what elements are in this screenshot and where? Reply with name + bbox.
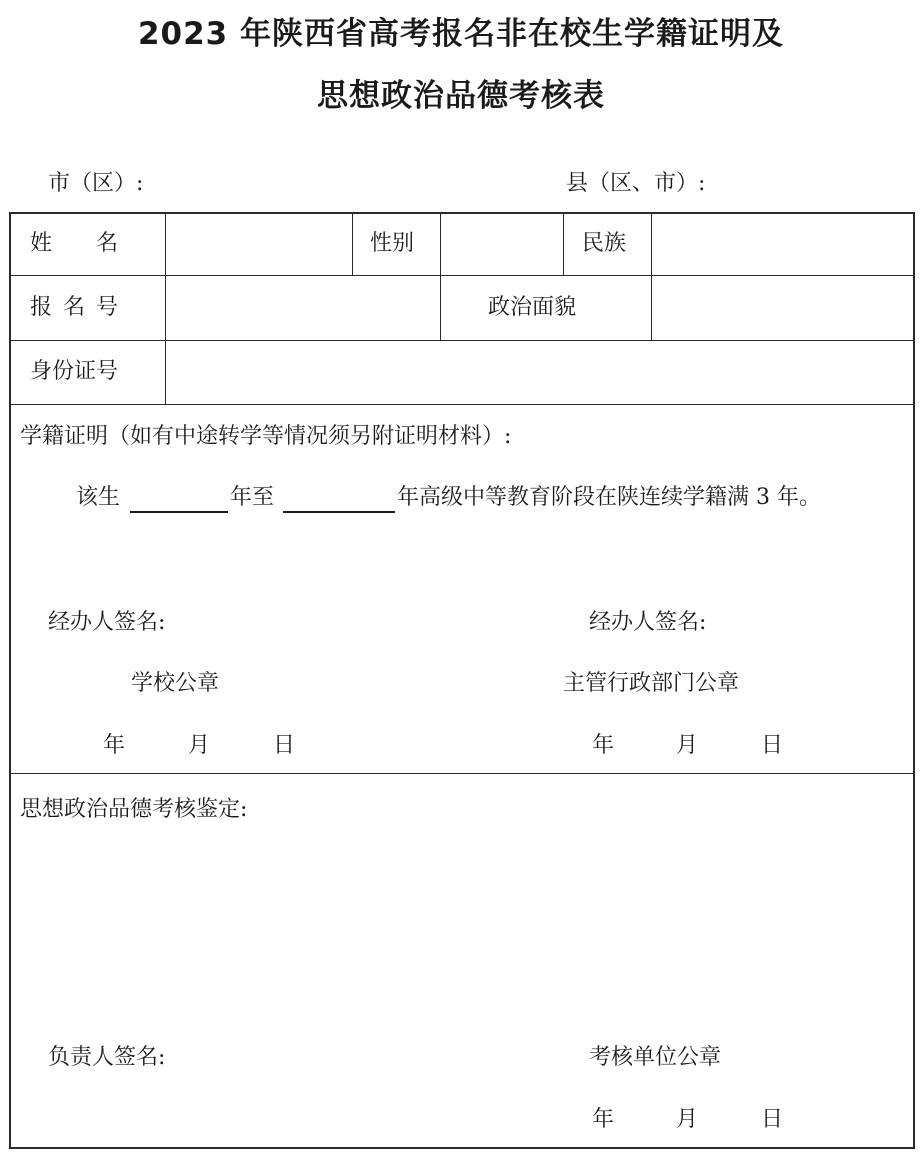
ethnicity-field[interactable]: [652, 214, 912, 274]
responsible-signature-label: 负责人签名:: [48, 1045, 166, 1070]
ethnicity-label: 民族: [582, 231, 627, 256]
evaluation-date-month: 月: [676, 1107, 699, 1132]
title-line-2: 思想政治品德考核表: [317, 78, 605, 114]
dept-handler-signature-label: 经办人签名:: [589, 610, 707, 635]
evaluation-date-year: 年: [592, 1107, 615, 1132]
city-label: 市（区）:: [48, 171, 144, 196]
enrollment-text-prefix: 该生: [76, 485, 121, 510]
school-seal-label: 学校公章: [131, 671, 220, 696]
political-status-field[interactable]: [652, 276, 912, 339]
school-handler-signature-label: 经办人签名:: [48, 610, 166, 635]
evaluation-seal-label: 考核单位公章: [589, 1045, 722, 1070]
dept-date-year: 年: [592, 733, 615, 758]
enrollment-text-mid: 年至: [230, 485, 275, 510]
dept-date-day: 日: [761, 733, 784, 758]
evaluation-content-area[interactable]: [20, 830, 900, 1030]
gender-label: 性别: [370, 231, 415, 256]
gender-field[interactable]: [441, 214, 562, 274]
school-date-year: 年: [103, 733, 126, 758]
evaluation-date-day: 日: [761, 1107, 784, 1132]
school-date-day: 日: [273, 733, 296, 758]
political-status-label: 政治面貌: [488, 295, 577, 320]
title-line-1: 2023 年陕西省高考报名非在校生学籍证明及: [137, 16, 785, 52]
county-label: 县（区、市）:: [566, 171, 706, 196]
name-field[interactable]: [166, 214, 351, 274]
start-year-blank[interactable]: [130, 511, 228, 513]
registration-no-field[interactable]: [166, 276, 439, 339]
registration-no-label: 报 名 号: [30, 295, 120, 320]
enrollment-heading: 学籍证明（如有中途转学等情况须另附证明材料）:: [20, 424, 512, 449]
enrollment-text-suffix: 年高级中等教育阶段在陕连续学籍满 3 年。: [397, 485, 821, 510]
name-label: 姓 名: [30, 231, 119, 256]
evaluation-heading: 思想政治品德考核鉴定:: [20, 797, 248, 822]
end-year-blank[interactable]: [283, 511, 395, 513]
dept-seal-label: 主管行政部门公章: [563, 671, 740, 696]
school-date-month: 月: [188, 733, 211, 758]
id-number-label: 身份证号: [30, 359, 119, 384]
id-number-field[interactable]: [166, 341, 912, 403]
dept-date-month: 月: [676, 733, 699, 758]
